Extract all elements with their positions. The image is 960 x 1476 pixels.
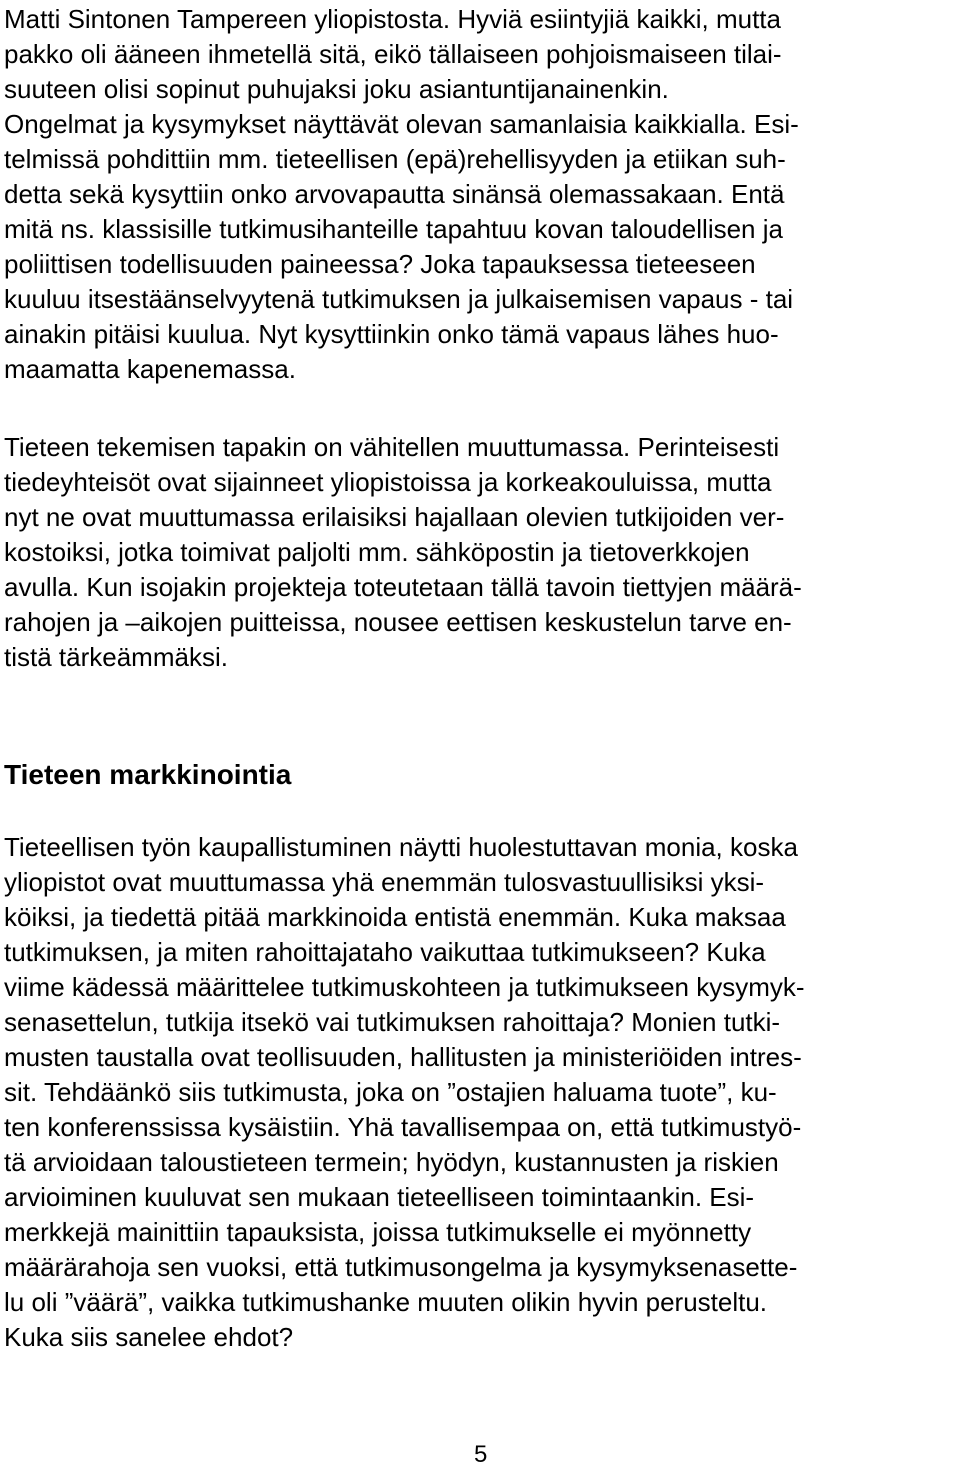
text-line: tutkimuksen, ja miten rahoittajataho vaikuttaa tutkimukseen? Kuka: [4, 937, 766, 967]
text-line: rahojen ja –aikojen puitteissa, nousee eettisen keskustelun tarve en-: [4, 607, 792, 637]
text-line: Tieteen tekemisen tapakin on vähitellen muuttumassa. Perinteisesti: [4, 432, 780, 462]
paragraph-3: [4, 830, 954, 1355]
text-line: tiedeyhteisöt ovat sijainneet yliopistoissa ja korkeakouluissa, mutta: [4, 467, 772, 497]
text-line: lu oli ”väärä”, vaikka tutkimushanke muuten olikin hyvin perusteltu.: [4, 1287, 768, 1317]
paragraph-1: [4, 2, 954, 387]
text-line: ainakin pitäisi kuulua. Nyt kysyttiinkin onko tämä vapaus lähes huo-: [4, 319, 779, 349]
text-line: avulla. Kun isojakin projekteja toteutetaan tällä tavoin tiettyjen määrä-: [4, 572, 802, 602]
text-line: viime kädessä määrittelee tutkimuskohteen ja tutkimukseen kysymyk-: [4, 972, 805, 1002]
text-line: detta sekä kysyttiin onko arvovapautta sinänsä olemassakaan. Entä: [4, 179, 785, 209]
text-line: mitä ns. klassisille tutkimusihanteille tapahtuu kovan taloudellisen ja: [4, 214, 783, 244]
paragraph-2: [4, 430, 954, 675]
text-line: yliopistot ovat muuttumassa yhä enemmän tulosvastuullisiksi yksi-: [4, 867, 765, 897]
text-line: määrärahoja sen vuoksi, että tutkimusongelma ja kysymyksenasette-: [4, 1252, 798, 1282]
text-line: sit. Tehdäänkö siis tutkimusta, joka on ”ostajien haluama tuote”, ku-: [4, 1077, 777, 1107]
text-line: kuuluu itsestäänselvyytenä tutkimuksen ja julkaisemisen vapaus - tai: [4, 284, 794, 314]
text-line: Kuka siis sanelee ehdot?: [4, 1322, 294, 1352]
text-line: tistä tärkeämmäksi.: [4, 642, 228, 672]
text-line: Tieteellisen työn kaupallistuminen näytti huolestuttavan monia, koska: [4, 832, 798, 862]
text-line: poliittisen todellisuuden paineessa? Joka tapauksessa tieteeseen: [4, 249, 756, 279]
text-line: merkkejä mainittiin tapauksista, joissa tutkimukselle ei myönnetty: [4, 1217, 752, 1247]
text-line: pakko oli ääneen ihmetellä sitä, eikö tällaiseen pohjoismaiseen tilai-: [4, 39, 782, 69]
text-line: nyt ne ovat muuttumassa erilaisiksi hajallaan olevien tutkijoiden ver-: [4, 502, 785, 532]
text-line: kostoiksi, jotka toimivat paljolti mm. sähköpostin ja tietoverkkojen: [4, 537, 750, 567]
text-line: arvioiminen kuuluvat sen mukaan tieteelliseen toimintaankin. Esi-: [4, 1182, 755, 1212]
text-line: Ongelmat ja kysymykset näyttävät olevan samanlaisia kaikkialla. Esi-: [4, 109, 799, 139]
text-line: musten taustalla ovat teollisuuden, hallitusten ja ministeriöiden intres-: [4, 1042, 802, 1072]
section-heading: Tieteen markkinointia: [4, 759, 292, 790]
page-number: 5: [474, 1441, 488, 1468]
text-line: ten konferenssissa kysäistiin. Yhä tavallisempaa on, että tutkimustyö-: [4, 1112, 802, 1142]
text-line: suuteen olisi sopinut puhujaksi joku asiantuntijanainenkin.: [4, 74, 669, 104]
text-line: telmissä pohdittiin mm. tieteellisen (epä)rehellisyyden ja etiikan suh-: [4, 144, 786, 174]
text-line: tä arvioidaan taloustieteen termein; hyödyn, kustannusten ja riskien: [4, 1147, 779, 1177]
text-line: Matti Sintonen Tampereen yliopistosta. Hyviä esiintyjiä kaikki, mutta: [4, 4, 781, 34]
text-line: köiksi, ja tiedettä pitää markkinoida entistä enemmän. Kuka maksaa: [4, 902, 786, 932]
text-line: maamatta kapenemassa.: [4, 354, 296, 384]
text-line: senasettelun, tutkija itsekö vai tutkimuksen rahoittaja? Monien tutki-: [4, 1007, 781, 1037]
